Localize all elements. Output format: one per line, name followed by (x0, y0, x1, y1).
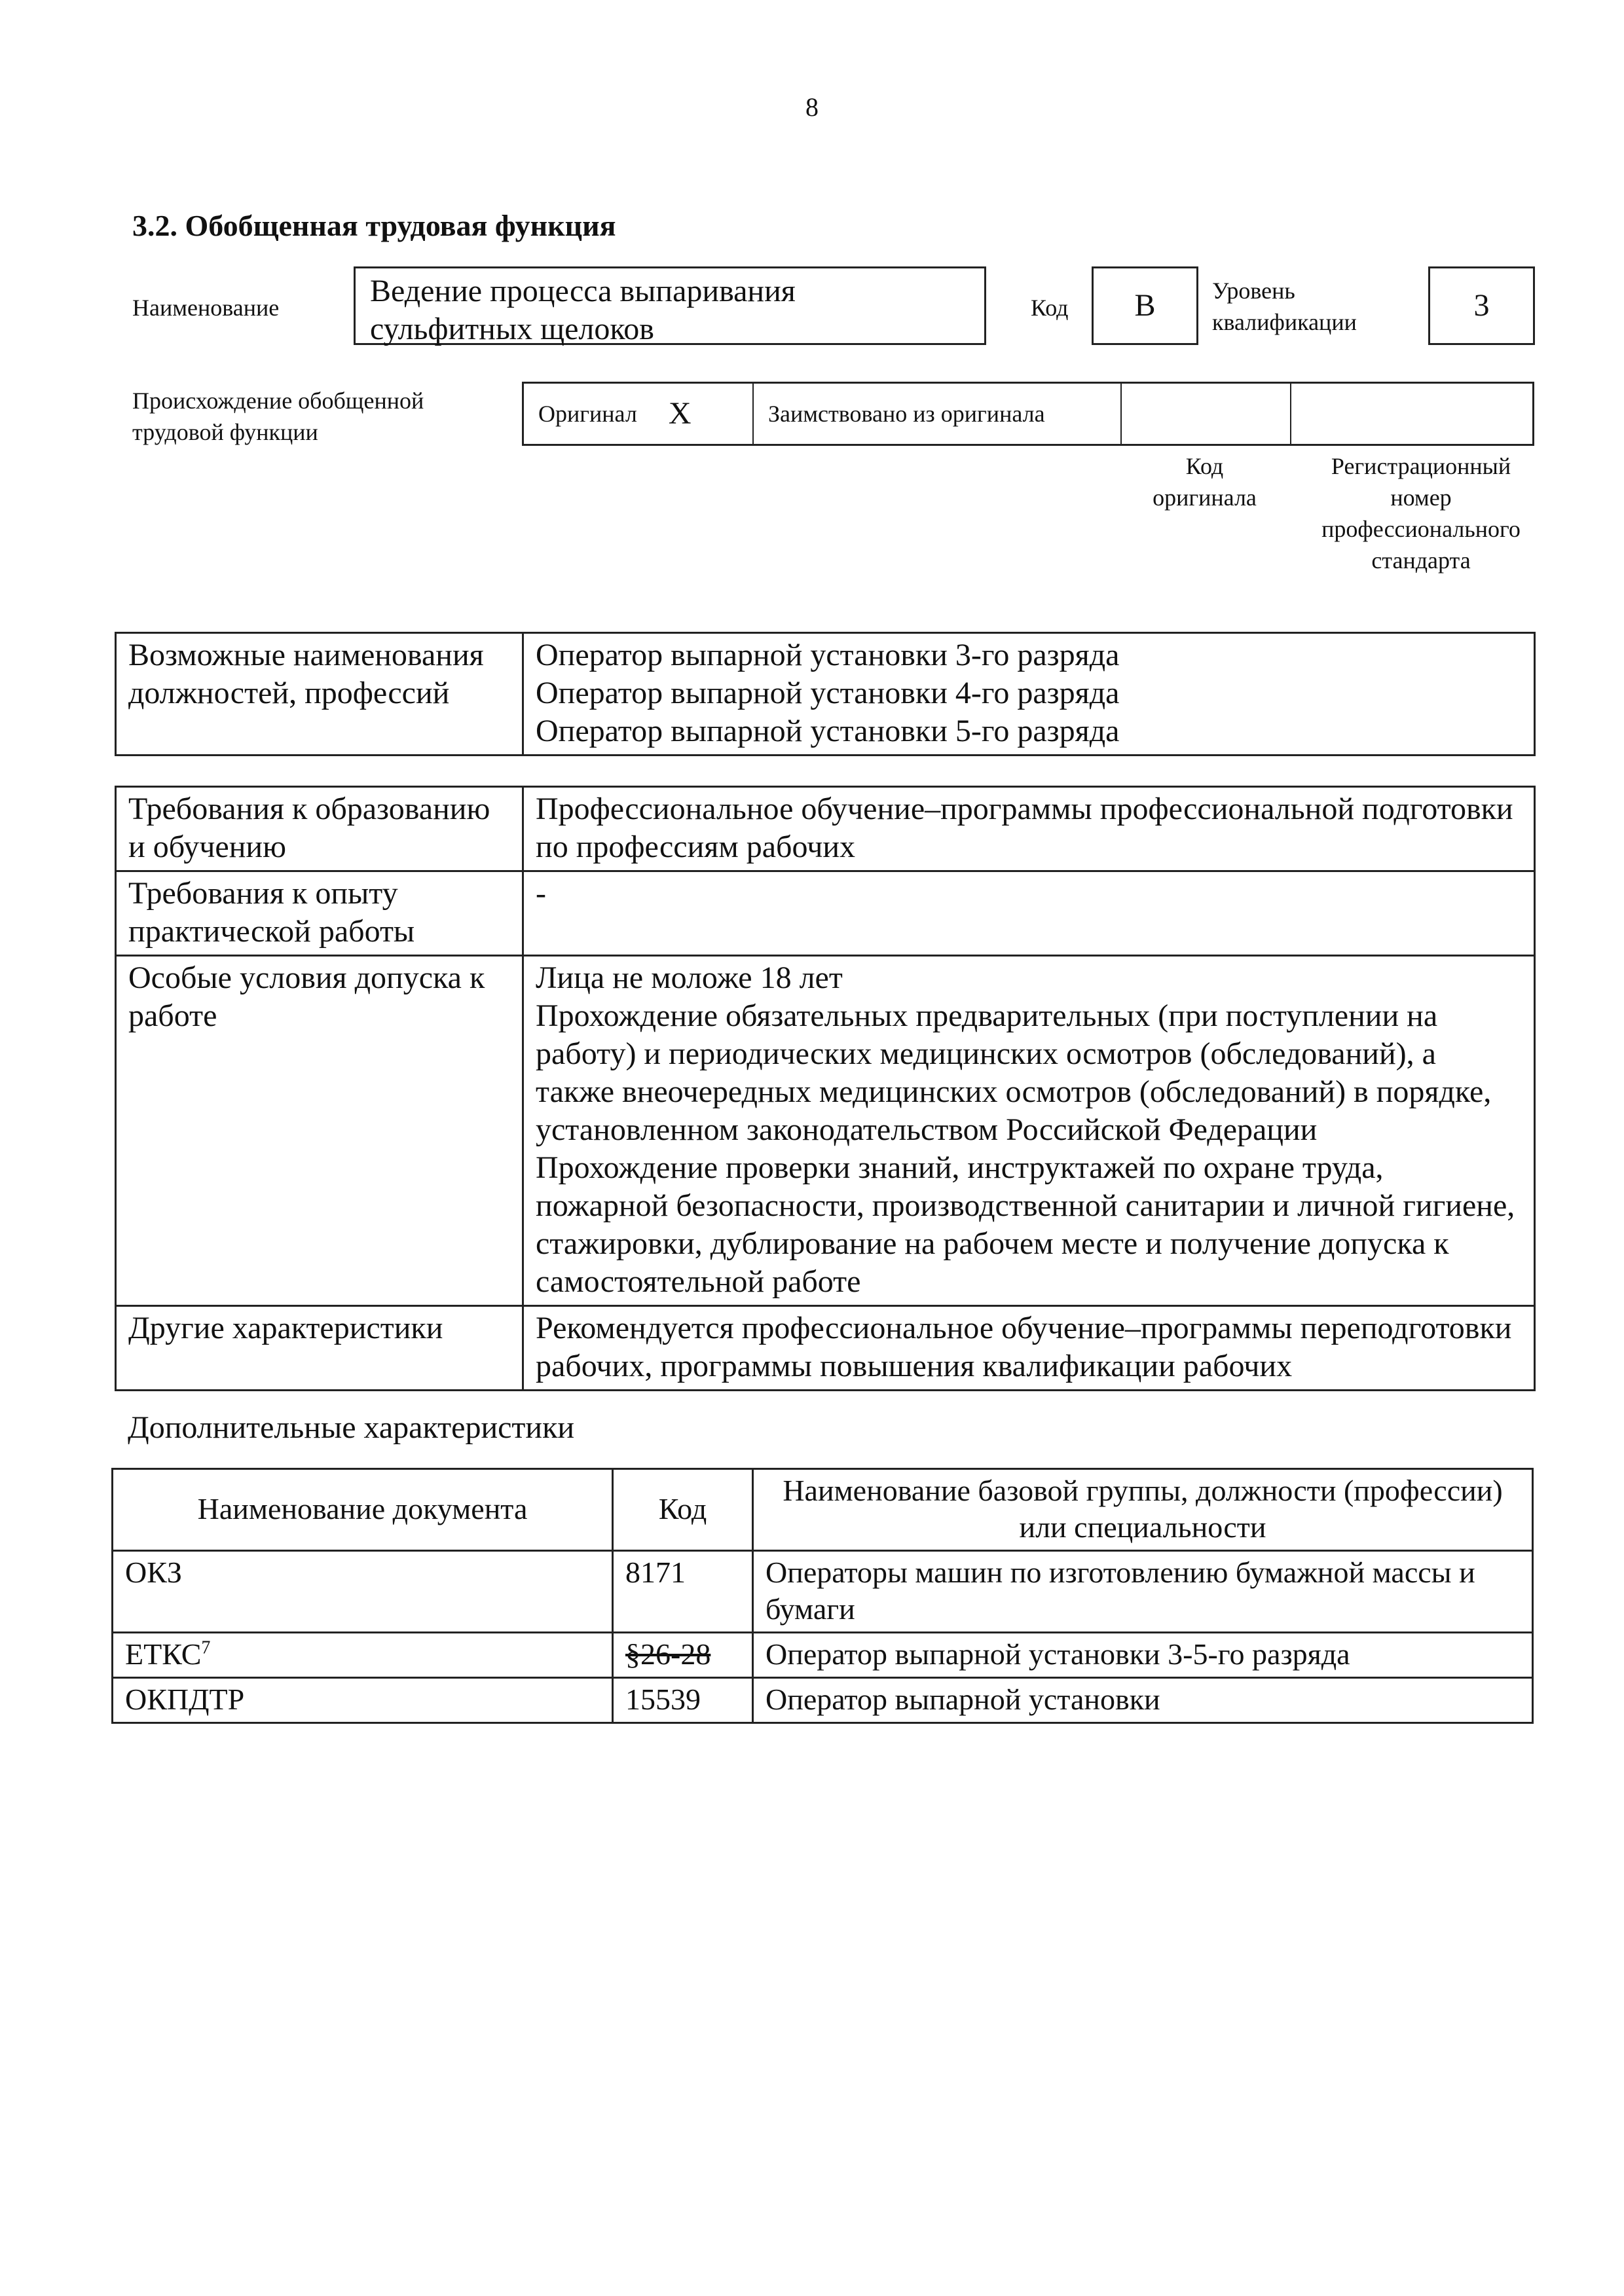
additional-row (113, 1551, 1533, 1633)
original-mark: X (668, 396, 692, 431)
origin-reg-cell (1291, 384, 1532, 444)
requirements-row (116, 1306, 1535, 1391)
requirement-line: Лица не моложе 18 лет (536, 960, 843, 995)
positions-table (115, 632, 1536, 756)
original-label: Оригинал (538, 401, 637, 427)
origin-code-cell (1122, 384, 1291, 444)
doc-cell (113, 1678, 613, 1723)
origin-label-line-2: трудовой функции (132, 419, 318, 445)
level-value: 3 (1473, 288, 1490, 323)
positions-row (116, 633, 1535, 756)
section-title: 3.2. Обобщенная трудовая функция (132, 209, 616, 242)
doc-cell (113, 1633, 613, 1678)
reg-caption-line-1: Регистрационный (1331, 453, 1511, 479)
requirement-line: Рекомендуется профессиональное обучение–программы переподготовки рабочих, программы повышения квалификации рабочих (536, 1311, 1512, 1383)
requirement-value (523, 956, 1535, 1306)
code-cell: 15539 (613, 1678, 753, 1723)
origin-reg-caption (1290, 450, 1552, 576)
position-item: Оператор выпарной установки 4-го разряда (536, 676, 1120, 710)
reg-caption-line-4: стандарта (1371, 547, 1471, 574)
origin-original-cell (524, 384, 754, 444)
requirement-label: Требования к опыту практической работы (116, 871, 523, 956)
reg-caption-line-2: номер (1390, 484, 1452, 511)
group-name-cell: Оператор выпарной установки (753, 1678, 1533, 1723)
code-cell: 8171 (613, 1551, 753, 1633)
origin-code-caption (1120, 450, 1289, 513)
requirements-row (116, 871, 1535, 956)
requirements-row (116, 787, 1535, 871)
header-doc: Наименование документа (113, 1469, 613, 1551)
requirement-line: Прохождение проверки знаний, инструктажей по охране труда, пожарной безопасности, производственной санитарии и личной гигиене, стажировки, дублирование на рабочем месте и получение допуска к самостоятельной работе (536, 1150, 1515, 1299)
requirement-label: Требования к образованию и обучению (116, 787, 523, 871)
additional-header-row (113, 1469, 1533, 1551)
origin-table (522, 382, 1534, 446)
requirement-value (523, 787, 1535, 871)
level-value-box (1428, 266, 1535, 345)
level-label-line-1: Уровень (1212, 278, 1295, 304)
function-name-line-1: Ведение процесса выпаривания (370, 274, 796, 308)
additional-row (113, 1678, 1533, 1723)
name-label: Наименование (132, 295, 280, 321)
borrowed-label: Заимствовано из оригинала (768, 401, 1045, 427)
requirements-table (115, 786, 1536, 1391)
group-name-cell: Операторы машин по изготовлению бумажной массы и бумаги (753, 1551, 1533, 1633)
header-code: Код (613, 1469, 753, 1551)
additional-row (113, 1633, 1533, 1678)
doc-cell (113, 1551, 613, 1633)
group-name-cell: Оператор выпарной установки 3-5-го разряда (753, 1633, 1533, 1678)
requirement-line: Профессиональное обучение–программы профессиональной подготовки по профессиям рабочих (536, 792, 1513, 864)
requirement-line: - (536, 876, 546, 911)
level-label-line-2: квалификации (1212, 309, 1357, 335)
footnote-marker: 7 (201, 1637, 211, 1658)
header-name: Наименование базовой группы, должности (профессии) или специальности (753, 1469, 1533, 1551)
code-value-box (1092, 266, 1198, 345)
level-label (1212, 275, 1357, 338)
code-value: B (1134, 288, 1156, 323)
position-item: Оператор выпарной установки 3-го разряда (536, 638, 1120, 672)
positions-values (523, 633, 1535, 756)
requirement-value (523, 1306, 1535, 1391)
additional-table (111, 1468, 1534, 1724)
position-item: Оператор выпарной установки 5-го разряда (536, 714, 1120, 748)
requirements-row (116, 956, 1535, 1306)
function-name-box (354, 266, 986, 345)
code-label: Код (1031, 295, 1069, 321)
code-caption-line-1: Код (1185, 453, 1224, 479)
requirement-value (523, 871, 1535, 956)
requirement-line: Прохождение обязательных предварительных (при поступлении на работу) и периодических медицинских осмотров (обследований), а также внеочередных медицинских осмотров (обследований) в порядке, установленном законодательством Российской Федерации (536, 998, 1492, 1147)
page-number: 8 (805, 92, 819, 122)
requirement-label: Другие характеристики (116, 1306, 523, 1391)
origin-label (132, 385, 424, 448)
additional-title: Дополнительные характеристики (128, 1410, 575, 1445)
doc-name: ОКПДТР (125, 1683, 245, 1716)
code-cell: §26-28 (613, 1633, 753, 1678)
requirement-label: Особые условия допуска к работе (116, 956, 523, 1306)
origin-borrowed-cell (754, 384, 1122, 444)
doc-name: ОКЗ (125, 1556, 182, 1589)
code-caption-line-2: оригинала (1153, 484, 1257, 511)
positions-label: Возможные наименования должностей, профессий (116, 633, 523, 756)
reg-caption-line-3: профессионального (1321, 516, 1521, 542)
doc-name: ЕТКС (125, 1637, 202, 1671)
function-name-line-2: сульфитных щелоков (370, 312, 654, 346)
origin-label-line-1: Происхождение обобщенной (132, 388, 424, 414)
